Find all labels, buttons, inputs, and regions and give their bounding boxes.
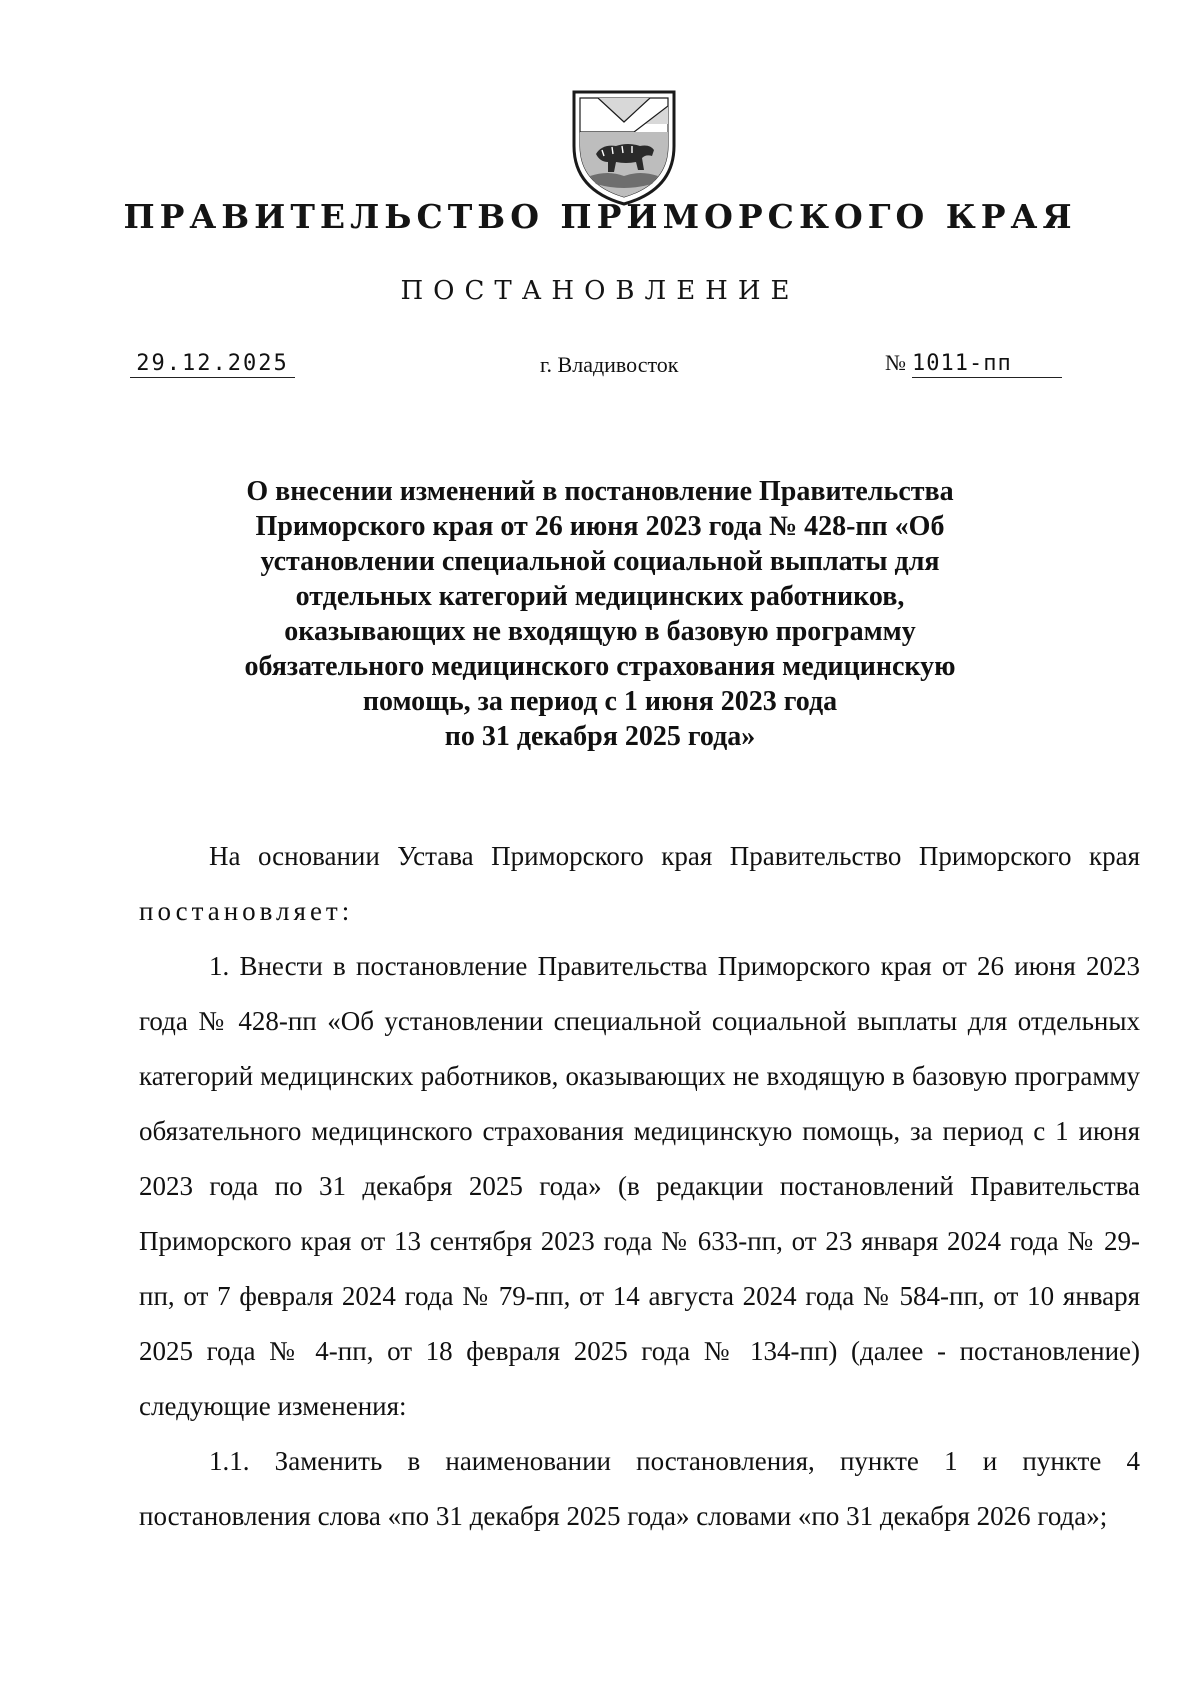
document-date: 29.12.2025 (130, 351, 295, 378)
subject-line: отдельных категорий медицинских работников, (295, 581, 905, 612)
item-1-1-paragraph: 1.1. Заменить в наименовании постановления, пункте 1 и пункте 4 постановления слова «по 31 декабря 2025 года» словами «по 31 декабря 2026 года»; (139, 1446, 1140, 1531)
subject-line: по 31 декабря 2025 года» (444, 721, 756, 752)
preamble-text: На основании Устава Приморского края Правительство Приморского края (209, 841, 1140, 871)
preamble-resolves: постановляет: (139, 896, 354, 926)
item-1-paragraph: 1. Внести в постановление Правительства Приморского края от 26 июня 2023 года № 428-пп «Об установлении специальной социальной выплаты для отдельных категорий медицинских работников, оказывающих не входящую в базовую программу обязательного медицинского страхования медицинскую помощь, за период с 1 июня 2023 года по 31 декабря 2025 года» (в редакции постановлений Правительства Приморского края от 13 сентября 2023 года № 633-пп, от 23 января 2024 года № 29-пп, от 7 февраля 2024 года № 79-пп, от 14 августа 2024 года № 584-пп, от 10 января 2025 года № 4-пп, от 18 февраля 2025 года № 134-пп) (далее - постановление) следующие изменения: (139, 951, 1140, 1421)
document-subject (190, 474, 1010, 754)
preamble-paragraph (139, 829, 1140, 939)
document-body (139, 829, 1140, 1544)
document-type: ПОСТАНОВЛЕНИЕ (400, 276, 800, 306)
subject-line: помощь, за период с 1 июня 2023 года (362, 686, 838, 717)
subject-line: установлении специальной социальной выплаты для (260, 546, 940, 577)
subject-line: О внесении изменений в постановление Правительства (246, 476, 954, 507)
subject-line: Приморского края от 26 июня 2023 года № 428-пп «Об (255, 511, 945, 542)
document-number (885, 350, 1062, 378)
number-label: № (885, 350, 906, 375)
coat-of-arms-icon (568, 84, 680, 208)
subject-line: оказывающих не входящую в базовую программу (284, 616, 916, 647)
organization-title: ПРАВИТЕЛЬСТВО ПРИМОРСКОГО КРАЯ (123, 197, 1077, 236)
document-city: г. Владивосток (540, 352, 679, 377)
number-value: 1011-пп (912, 351, 1062, 378)
subject-line: обязательного медицинского страхования медицинскую (244, 651, 956, 682)
